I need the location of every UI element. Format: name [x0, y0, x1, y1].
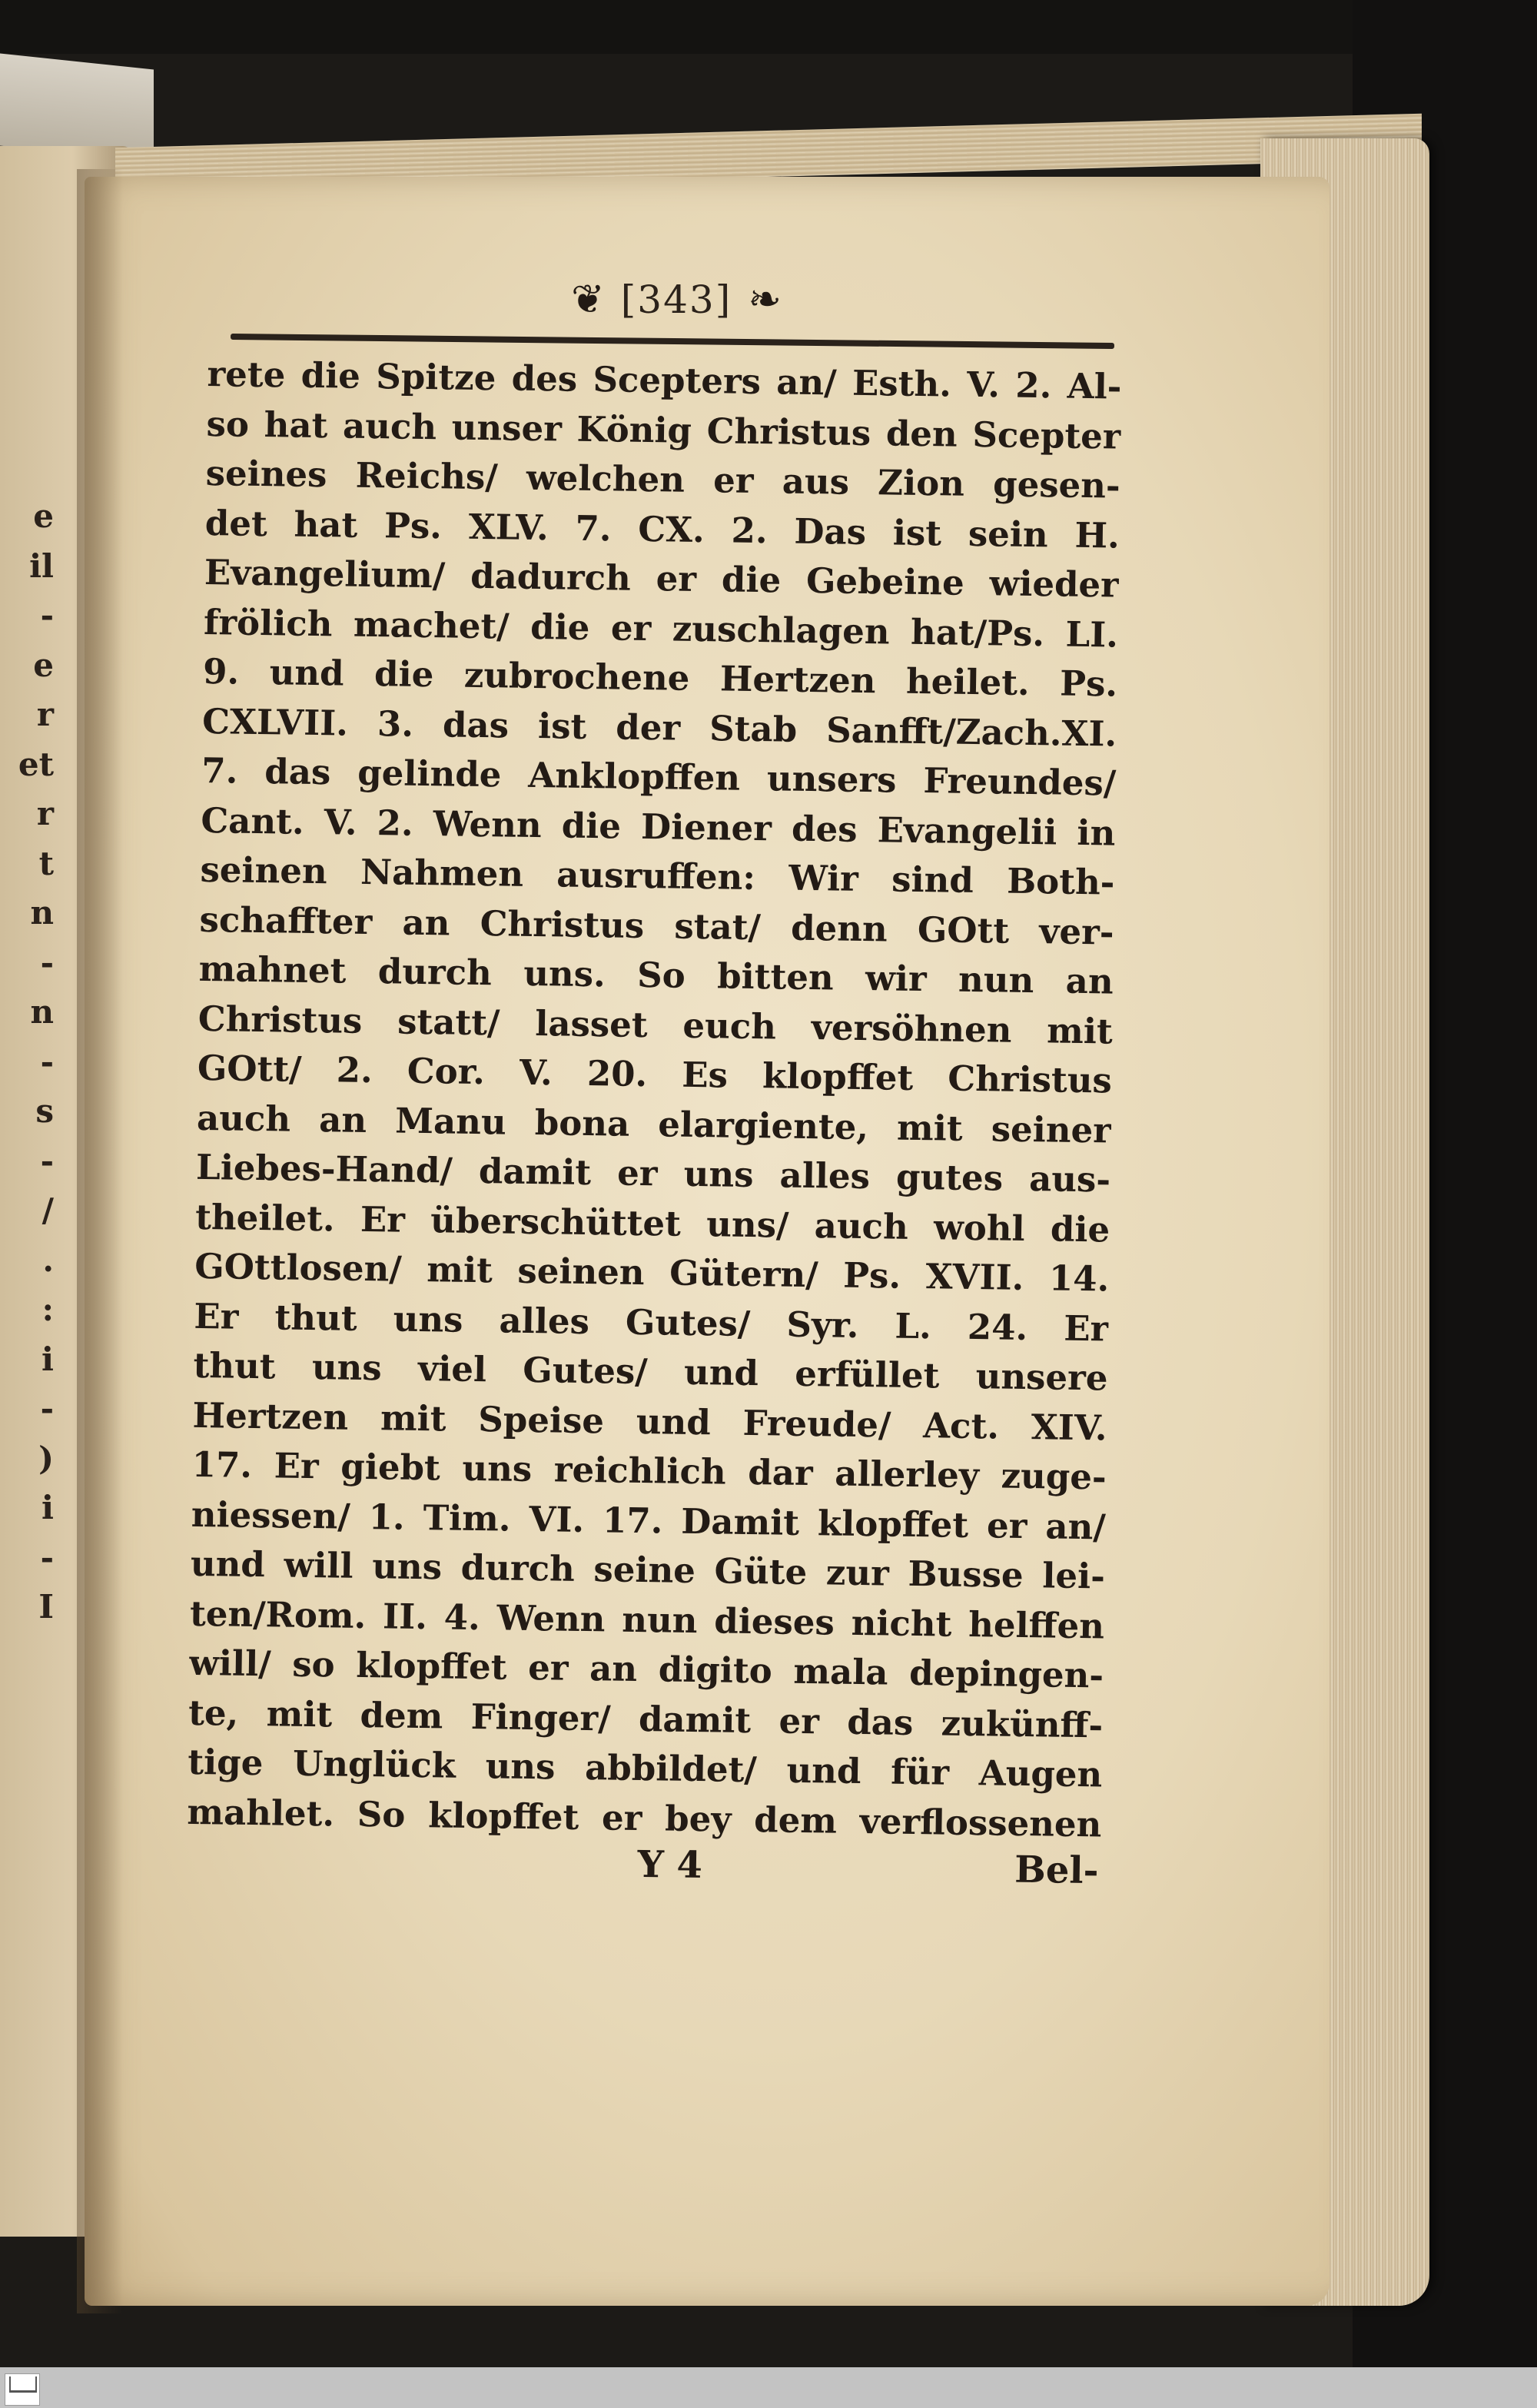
- text-line: CXLVII. 3. das ist der Stab Sanfft/Zach.XI.: [201, 700, 1117, 755]
- left-edge-letter: -: [40, 1042, 54, 1081]
- left-edge-letter: il: [29, 546, 54, 585]
- viewer-bottom-bar: [0, 2367, 1537, 2408]
- left-edge-letter: I: [38, 1588, 54, 1626]
- text-line: seinen Nahmen ausruffen: Wir sind Both-: [200, 849, 1115, 903]
- left-edge-letter: et: [18, 745, 54, 783]
- text-line: auch an Manu bona elargiente, mit seiner: [196, 1097, 1112, 1151]
- body-text: [187, 350, 1122, 1849]
- text-line: will/ so klopffet er an digito mala depingen-: [188, 1642, 1104, 1696]
- left-edge-letter: s: [35, 1092, 54, 1130]
- ornament-left-icon: ❦: [571, 277, 605, 323]
- page-number: [343]: [620, 277, 732, 322]
- left-page-edge-text: [0, 492, 54, 1632]
- text-line: Er thut uns alles Gutes/ Syr. L. 24. Er: [194, 1295, 1109, 1349]
- left-edge-letter: -: [40, 596, 54, 634]
- left-edge-letter: -: [40, 1141, 54, 1180]
- ornament-right-icon: ❧: [748, 277, 782, 323]
- left-edge-letter: r: [36, 696, 54, 733]
- text-line: Christus statt/ lasset euch versöhnen mit: [198, 998, 1114, 1052]
- text-line: tige Unglück uns abbildet/ und für Augen: [187, 1741, 1103, 1795]
- text-line: so hat auch unser König Christus den Scepter: [206, 403, 1121, 457]
- text-line: theilet. Er überschüttet uns/ auch wohl die: [194, 1196, 1110, 1250]
- left-edge-letter: -: [40, 943, 54, 981]
- left-edge-letter: i: [41, 1340, 54, 1378]
- text-line: und will uns durch seine Güte zur Busse lei-: [190, 1543, 1106, 1597]
- text-line: rete die Spitze des Scepters an/ Esth. V. 2. Al-: [207, 353, 1122, 407]
- text-line: Cant. V. 2. Wenn die Diener des Evangelii in: [201, 799, 1116, 854]
- left-edge-letter: -: [40, 1390, 54, 1427]
- catchword: Bel-: [1014, 1848, 1099, 1893]
- text-line: Liebes-Hand/ damit er uns alles gutes aus-: [195, 1146, 1111, 1201]
- left-edge-letter: t: [38, 844, 54, 882]
- library-logo-glyph-icon: [9, 2376, 37, 2393]
- left-edge-letter: -: [40, 1538, 54, 1576]
- text-line: seines Reichs/ welchen er aus Zion gesen-: [205, 452, 1121, 507]
- text-line: frölich machet/ die er zuschlagen hat/Ps. LI.: [203, 601, 1119, 656]
- text-line: niessen/ 1. Tim. VI. 17. Damit klopffet er an/: [191, 1493, 1107, 1547]
- text-line: 17. Er giebt uns reichlich dar allerley zuge-: [191, 1443, 1107, 1498]
- text-line: Hertzen mit Speise und Freude/ Act. XIV.: [192, 1394, 1107, 1448]
- background-top: [0, 0, 1537, 54]
- text-line: GOttlosen/ mit seinen Gütern/ Ps. XVII. 14.: [194, 1245, 1110, 1300]
- text-line: det hat Ps. XLV. 7. CX. 2. Das ist sein H.: [204, 502, 1120, 556]
- left-edge-letter: r: [36, 795, 54, 832]
- left-edge-letter: e: [33, 497, 54, 535]
- text-line: Evangelium/ dadurch er die Gebeine wieder: [204, 551, 1120, 606]
- left-edge-letter: e: [33, 646, 54, 684]
- text-line: thut uns viel Gutes/ und erfüllet unsere: [193, 1344, 1108, 1399]
- signature-mark: Y 4: [637, 1842, 703, 1887]
- text-line: 7. das gelinde Anklopffen unsers Freundes/: [201, 749, 1117, 804]
- text-line: ten/Rom. II. 4. Wenn nun dieses nicht helffen: [189, 1593, 1105, 1646]
- page-header: [231, 277, 1122, 330]
- text-line: mahlet. So klopffet er bey dem verflossenen: [187, 1791, 1102, 1845]
- left-edge-letter: i: [41, 1489, 54, 1526]
- page-number-value: 343: [637, 277, 715, 322]
- left-edge-letter: ): [38, 1439, 54, 1477]
- text-line: 9. und die zubrochene Hertzen heilet. Ps.: [202, 650, 1118, 705]
- left-edge-letter: :: [41, 1290, 54, 1328]
- text-line: te, mit dem Finger/ damit er das zukünff-: [188, 1692, 1104, 1745]
- gutter-shadow: [77, 169, 123, 2313]
- left-edge-letter: n: [30, 993, 54, 1031]
- text-line: schaffter an Christus stat/ denn GOtt ver-: [199, 898, 1114, 953]
- text-line: GOtt/ 2. Cor. V. 20. Es klopffet Christus: [197, 1047, 1113, 1101]
- left-edge-letter: /: [41, 1191, 54, 1229]
- left-edge-letter: .: [42, 1241, 54, 1279]
- left-edge-letter: n: [30, 894, 54, 932]
- text-line: mahnet durch uns. So bitten wir nun an: [198, 948, 1114, 1002]
